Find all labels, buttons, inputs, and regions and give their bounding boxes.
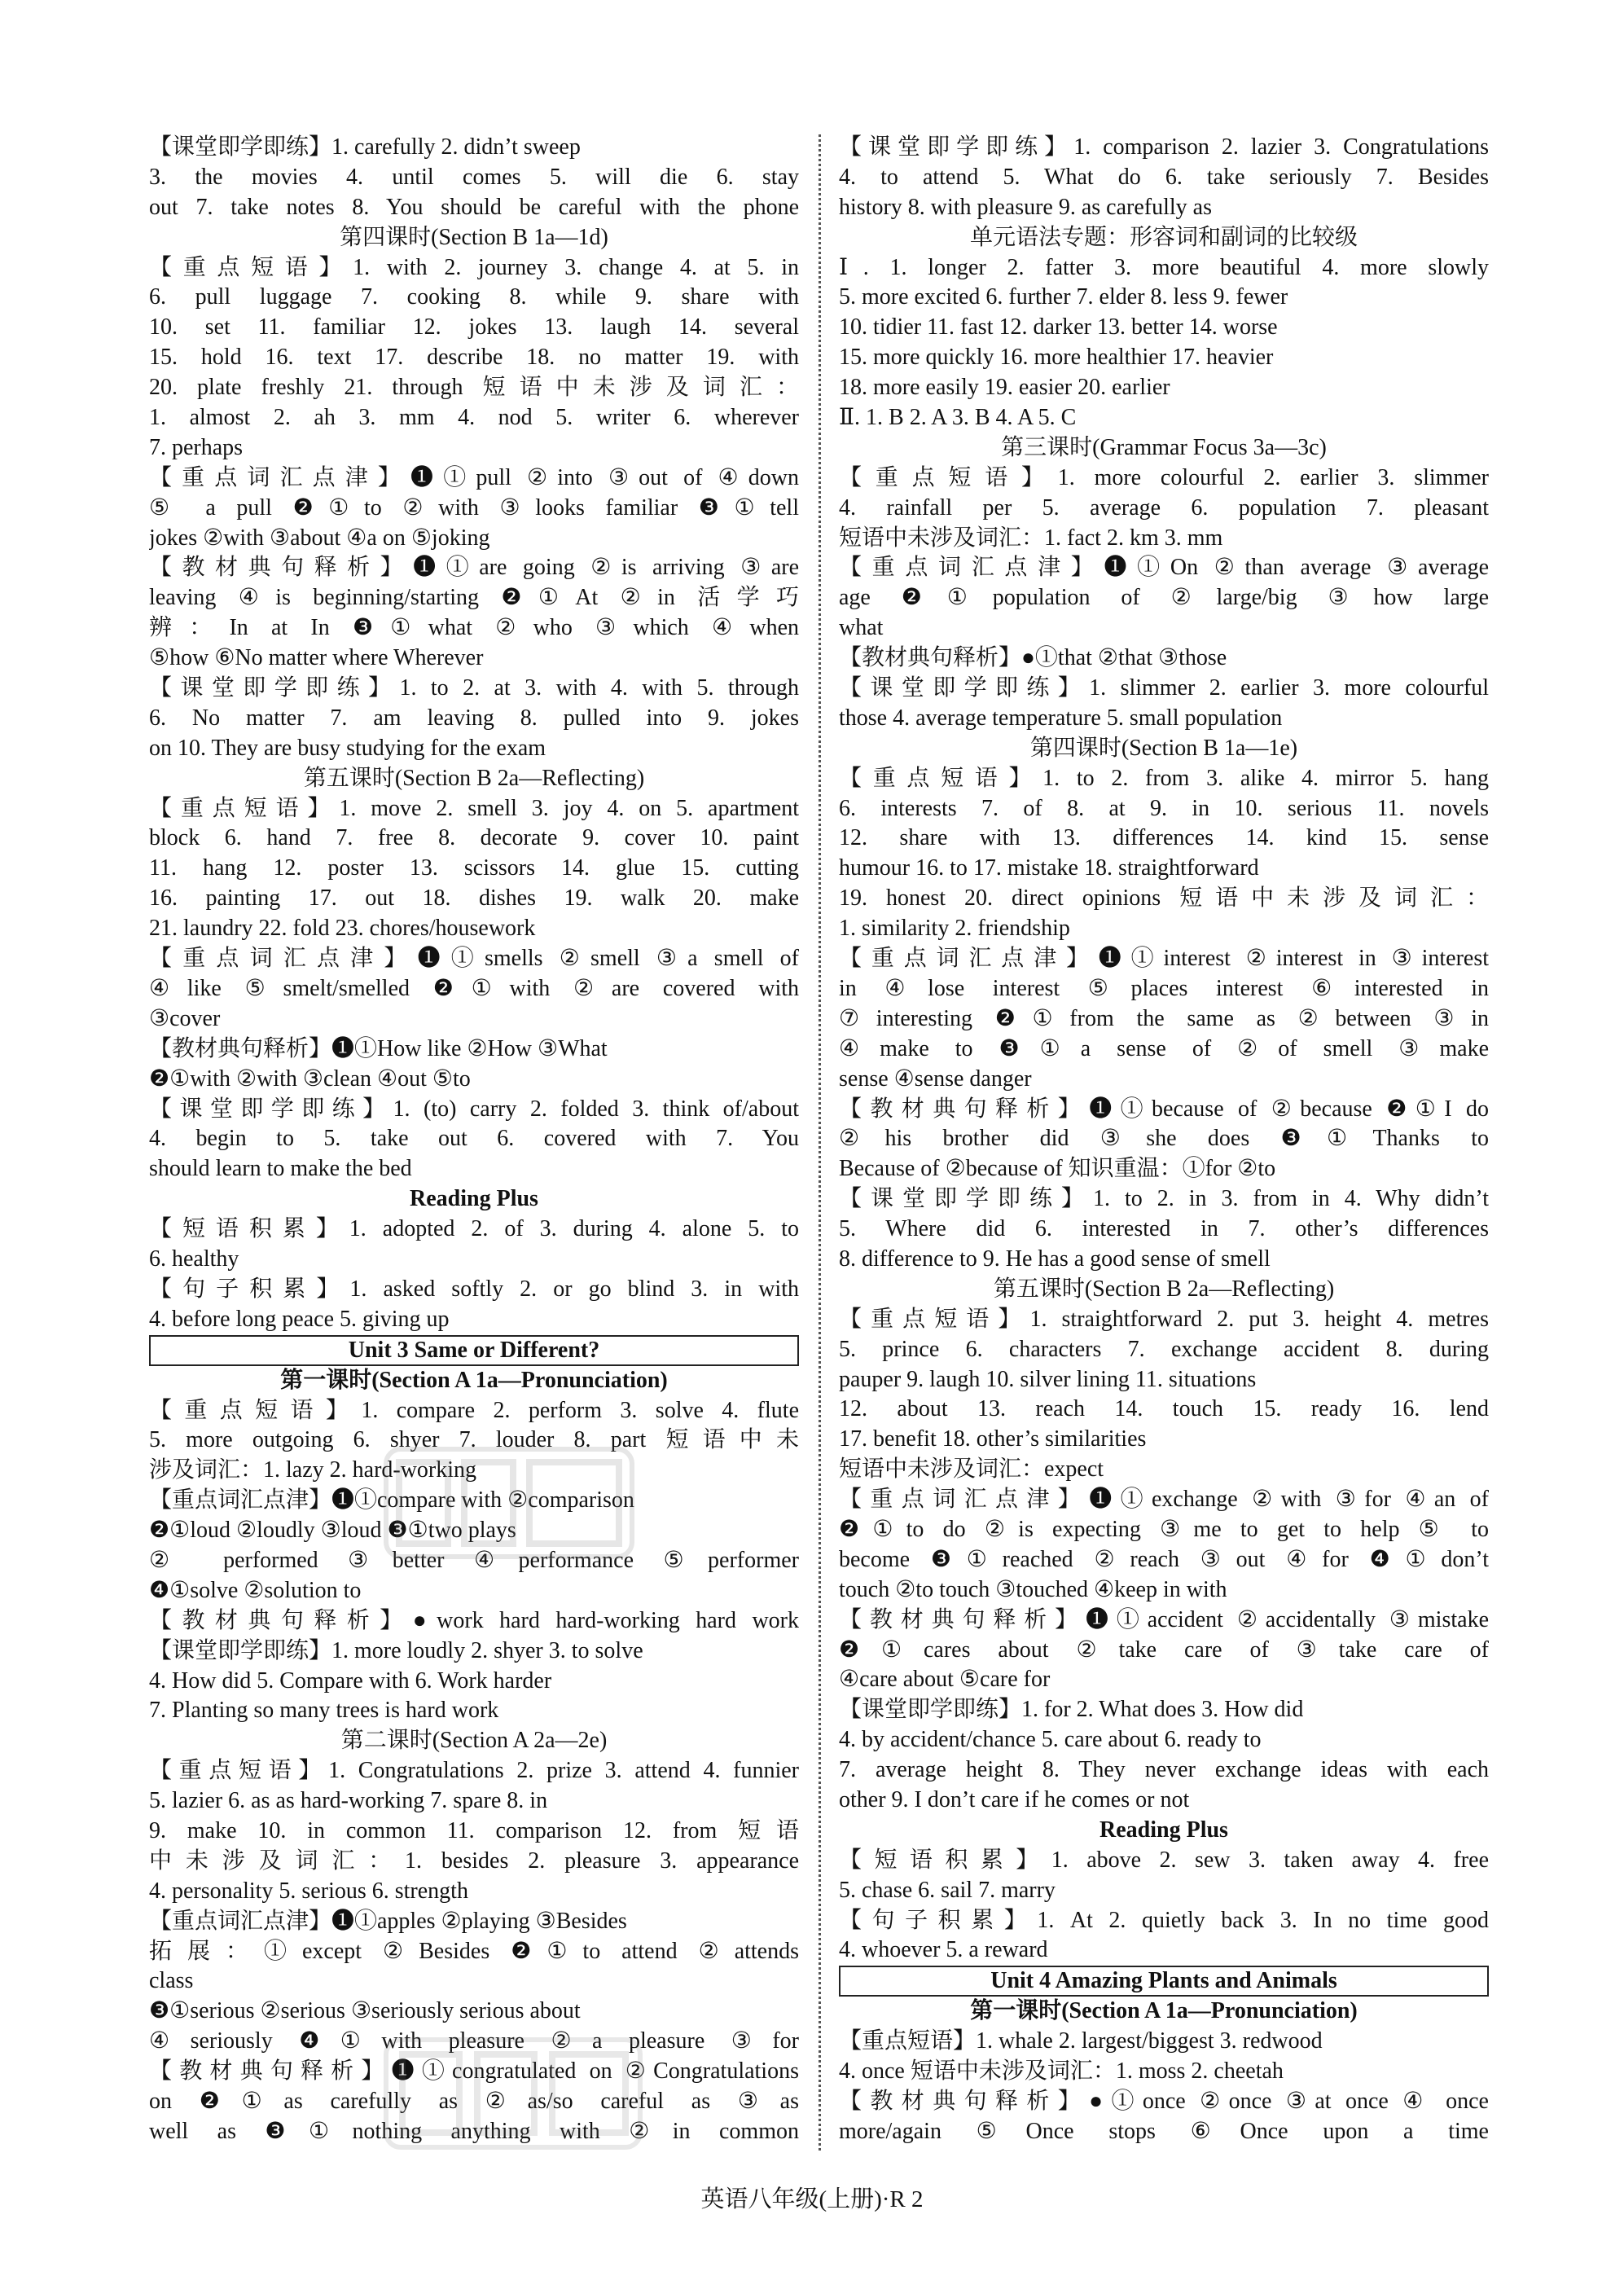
answer-line: age ❷①population of ②large/big ③how large: [839, 585, 1489, 611]
answer-line: 10. set 11. familiar 12. jokes 13. laugh 14. several: [149, 314, 799, 340]
answer-line: 7. perhaps: [149, 434, 244, 460]
answer-line: well as ❸①nothing anything with ②in common: [149, 2118, 799, 2144]
section-heading: 第二课时(Section A 2a—2e): [340, 1728, 608, 1754]
answer-line: 【重点词汇点津】❶①apples ②playing ③Besides: [149, 1908, 627, 1934]
answer-line: 4. personality 5. serious 6. strength: [149, 1878, 468, 1904]
answer-line: Because of ②because of 知识重温：①for ②to: [839, 1156, 1276, 1182]
answer-line: 19. honest 20. direct opinions 短语中未涉及词汇：: [839, 885, 1489, 912]
answer-line: pauper 9. laugh 10. silver lining 11. situations: [839, 1366, 1257, 1392]
answer-line: jokes ②with ③about ④a on ⑤joking: [149, 525, 490, 551]
answer-line: 【教材典句释析】❶①because of ②because ❷①I do: [839, 1096, 1489, 1122]
answer-line: 6. healthy: [149, 1246, 239, 1272]
answer-line: 【重点短语】1. Congratulations 2. prize 3. attend 4. funnier: [149, 1758, 799, 1784]
answer-line: 4. before long peace 5. giving up: [149, 1306, 450, 1332]
answer-line: 10. tidier 11. fast 12. darker 13. better 14. worse: [839, 314, 1278, 340]
answer-line: 【短语积累】1. above 2. sew 3. taken away 4. free: [839, 1847, 1489, 1873]
answer-line: 【教材典句释析】❶①are going ②is arriving ③are: [149, 555, 799, 581]
page-footer: 英语八年级(上册)·R 2: [700, 2186, 924, 2212]
section-heading: 第四课时(Section B 1a—1e): [1029, 735, 1298, 761]
answer-line: history 8. with pleasure 9. as carefully as: [839, 194, 1212, 220]
answer-line: 【重点词汇点津】❶①On ②than average ③average: [839, 555, 1489, 581]
answer-line: 5. more excited 6. further 7. elder 8. less 9. fewer: [839, 284, 1288, 310]
answer-line: humour 16. to 17. mistake 18. straightforward: [839, 855, 1259, 881]
answer-line: 拓展：①except ②Besides ❷①to attend ②attends: [149, 1938, 799, 1964]
answer-line: 【教材典句释析】●①once ②once ③at once ④ once: [839, 2089, 1489, 2114]
answer-line: 【重点词汇点津】❶①compare with ②comparison: [149, 1487, 634, 1514]
answer-line: 【课堂即学即练】1. carefully 2. didn’t sweep: [149, 134, 581, 160]
unit-heading: Unit 3 Same or Different?: [149, 1335, 799, 1366]
answer-line: Ⅰ. 1. longer 2. fatter 3. more beautiful 4. more slowly: [839, 254, 1489, 280]
answer-line: 4. begin to 5. take out 6. covered with 7. You: [149, 1126, 799, 1152]
answer-line: 3. the movies 4. until comes 5. will die 6. stay: [149, 164, 799, 190]
answer-line: 18. more easily 19. easier 20. earlier: [839, 375, 1170, 401]
answer-line: those 4. average temperature 5. small population: [839, 705, 1283, 731]
answer-line: in ④lose interest ⑤places interest ⑥interested in: [839, 975, 1489, 1001]
answer-line: 17. benefit 18. other’s similarities: [839, 1426, 1147, 1452]
answer-line: 4. once 短语中未涉及词汇：1. moss 2. cheetah: [839, 2058, 1284, 2085]
answer-line: 【重点短语】1. move 2. smell 3. joy 4. on 5. apartment: [149, 795, 799, 821]
section-heading: 第五课时(Section B 2a—Reflecting): [993, 1276, 1335, 1302]
answer-line: other 9. I don’t care if he comes or not: [839, 1786, 1190, 1812]
answer-line: 5. more outgoing 6. shyer 7. louder 8. part 短语中未: [149, 1427, 799, 1453]
answer-line: 5. Where did 6. interested in 7. other’s differences: [839, 1216, 1489, 1242]
answer-line: 【重点短语】1. to 2. from 3. alike 4. mirror 5. hang: [839, 765, 1489, 791]
answer-line: 【重点短语】1. more colourful 2. earlier 3. slimmer: [839, 464, 1489, 490]
answer-line: ❸①serious ②serious ③seriously serious about: [149, 1998, 581, 2024]
answer-line: 8. difference to 9. He has a good sense of smell: [839, 1246, 1271, 1272]
answer-line: 【教材典句释析】●work hard hard-working hard work: [149, 1607, 799, 1633]
answer-line: block 6. hand 7. free 8. decorate 9. cover 10. paint: [149, 825, 799, 851]
answer-line: 【句子积累】1. asked softly 2. or go blind 3. in with: [149, 1276, 799, 1302]
answer-line: 【课堂即学即练】1. (to) carry 2. folded 3. think of/about: [149, 1096, 799, 1122]
section-heading: 第三课时(Grammar Focus 3a—3c): [1001, 434, 1327, 460]
answer-line: 【重点短语】1. with 2. journey 3. change 4. at 5. in: [149, 254, 799, 280]
answer-line: ❷①loud ②loudly ③loud ❸①two plays: [149, 1518, 516, 1544]
answer-line: on ❷①as carefully as ②as/so careful as ③as: [149, 2089, 799, 2114]
answer-line: 1. similarity 2. friendship: [839, 916, 1070, 942]
answer-line: ⑤ a pull ❷①to ②with ③looks familiar ❸①tell: [149, 494, 799, 521]
answer-line: 【课堂即学即练】1. for 2. What does 3. How did: [839, 1697, 1304, 1723]
answer-line: 【重点短语】1. straightforward 2. put 3. height 4. metres: [839, 1306, 1489, 1332]
answer-line: ④like ⑤smelt/smelled ❷①with ②are covered with: [149, 975, 799, 1001]
answer-line: become ❸①reached ②reach ③out ④for ❹①don’t: [839, 1546, 1489, 1572]
answer-line: touch ②to touch ③touched ④keep in with: [839, 1576, 1227, 1602]
answer-line: 21. laundry 22. fold 23. chores/housework: [149, 916, 536, 942]
answer-line: 【短语积累】1. adopted 2. of 3. during 4. alone 5. to: [149, 1216, 799, 1242]
answer-line: 15. more quickly 16. more healthier 17. heavier: [839, 345, 1274, 371]
answer-line: 涉及词汇：1. lazy 2. hard-working: [149, 1457, 477, 1483]
answer-line: 20. plate freshly 21. through 短语中未涉及词汇：: [149, 375, 799, 401]
answer-line: ④make to ❸①a sense of ②of smell ③make: [839, 1035, 1489, 1061]
answer-line: 12. about 13. reach 14. touch 15. ready 16. lend: [839, 1396, 1489, 1422]
answer-line: ② performed ③better ④performance ⑤performer: [149, 1547, 799, 1573]
answer-line: 4. How did 5. Compare with 6. Work harder: [149, 1667, 552, 1694]
answer-line: ❹①solve ②solution to: [149, 1577, 362, 1603]
section-heading: 单元语法专题：形容词和副词的比较级: [969, 224, 1358, 250]
answer-line: ②his brother did ③she does ❸①Thanks to: [839, 1126, 1489, 1152]
left-column: [149, 133, 799, 2147]
answer-line: 6. interests 7. of 8. at 9. in 10. serious 11. novels: [839, 795, 1489, 821]
answer-line: ❷①to do ②is expecting ③me to get to help ⑤ to: [839, 1516, 1489, 1542]
answer-line: 5. lazier 6. as as hard-working 7. spare 8. in: [149, 1788, 548, 1814]
column-divider: [819, 134, 821, 2151]
answer-line: 【课堂即学即练】1. more loudly 2. shyer 3. to solve: [149, 1637, 643, 1663]
answer-line: 【教材典句释析】❶①How like ②How ③What: [149, 1035, 608, 1061]
answer-line: 【教材典句释析】❶①accident ②accidentally ③mistake: [839, 1606, 1489, 1632]
section-heading: 第四课时(Section B 1a—1d): [340, 224, 608, 250]
answer-line: 5. prince 6. characters 7. exchange accident 8. during: [839, 1336, 1489, 1362]
section-heading: Reading Plus: [410, 1186, 538, 1212]
answer-line: ④care about ⑤care for: [839, 1667, 1051, 1693]
answer-line: 9. make 10. in common 11. comparison 12. from 短语: [149, 1817, 799, 1843]
answer-line: 【课堂即学即练】1. to 2. at 3. with 4. with 5. through: [149, 675, 799, 701]
answer-line: 【课堂即学即练】1. to 2. in 3. from in 4. Why didn’t: [839, 1186, 1489, 1212]
answer-line: 6. No matter 7. am leaving 8. pulled into 9. jokes: [149, 705, 799, 731]
answer-line: 1. almost 2. ah 3. mm 4. nod 5. writer 6. wherever: [149, 405, 799, 431]
answer-line: class: [149, 1968, 194, 1994]
answer-line: ③cover: [149, 1005, 221, 1031]
answer-line: 【课堂即学即练】1. comparison 2. lazier 3. Congratulations: [839, 134, 1489, 160]
answer-line: ④seriously ❹①with pleasure ②a pleasure ③for: [149, 2028, 799, 2054]
answer-line: 【重点短语】1. whale 2. largest/biggest 3. redwood: [839, 2028, 1323, 2054]
answer-line: 短语中未涉及词汇：1. fact 2. km 3. mm: [839, 525, 1223, 551]
answer-line: 【重点词汇点津】❶①pull ②into ③out of ④down: [149, 464, 799, 490]
section-heading: 第五课时(Section B 2a—Reflecting): [303, 765, 645, 791]
answer-line: 4. by accident/chance 5. care about 6. ready to: [839, 1727, 1262, 1753]
answer-line: 【重点词汇点津】❶①interest ②interest in ③interest: [839, 946, 1489, 972]
answer-line: ⑦interesting ❷①from the same as ②between ③in: [839, 1005, 1489, 1031]
section-heading: 第一课时(Section A 1a—Pronunciation): [280, 1367, 668, 1393]
answer-line: 4. rainfall per 5. average 6. population 7. pleasant: [839, 494, 1489, 521]
answer-line: 【重点短语】1. compare 2. perform 3. solve 4. flute: [149, 1397, 799, 1423]
answer-line: 【课堂即学即练】1. slimmer 2. earlier 3. more colourful: [839, 675, 1489, 701]
answer-line: 4. whoever 5. a reward: [839, 1937, 1048, 1963]
answer-line: ❷①cares about ②take care of ③take care of: [839, 1637, 1489, 1663]
answer-line: 7. average height 8. They never exchange ideas with each: [839, 1757, 1489, 1783]
answer-line: 【句子积累】1. At 2. quietly back 3. In no time good: [839, 1907, 1489, 1933]
section-heading: 第一课时(Section A 1a—Pronunciation): [970, 1998, 1358, 2024]
answer-line: 【重点词汇点津】❶①exchange ②with ③for ④an of: [839, 1487, 1489, 1513]
right-column: [839, 133, 1489, 2147]
answer-line: 【教材典句释析】❶①congratulated on ②Congratulations: [149, 2058, 799, 2085]
answer-line: 5. chase 6. sail 7. marry: [839, 1877, 1056, 1903]
answer-line: should learn to make the bed: [149, 1156, 412, 1182]
answer-line: 【重点词汇点津】❶①smells ②smell ③a smell of: [149, 946, 799, 972]
answer-line: 11. hang 12. poster 13. scissors 14. glue 15. cutting: [149, 855, 799, 881]
answer-line: 【教材典句释析】●①that ②that ③those: [839, 645, 1227, 671]
answer-line: 6. pull luggage 7. cooking 8. while 9. share with: [149, 284, 799, 310]
unit-heading: Unit 4 Amazing Plants and Animals: [839, 1966, 1489, 1997]
answer-line: leaving ④is beginning/starting ❷①At ②in 活学巧: [149, 585, 799, 611]
answer-line: 7. Planting so many trees is hard work: [149, 1698, 499, 1724]
answer-line: out 7. take notes 8. You should be careful with the phone: [149, 194, 799, 220]
answer-line: on 10. They are busy studying for the exam: [149, 735, 546, 761]
answer-line: ⑤how ⑥No matter where Wherever: [149, 645, 484, 671]
answer-line: ❷①with ②with ③clean ④out ⑤to: [149, 1065, 471, 1092]
answer-line: sense ④sense danger: [839, 1065, 1032, 1092]
answer-line: 短语中未涉及词汇：expect: [839, 1456, 1104, 1483]
answer-line: 中未涉及词汇：1. besides 2. pleasure 3. appearance: [149, 1847, 799, 1874]
answer-line: 4. to attend 5. What do 6. take seriously 7. Besides: [839, 164, 1489, 190]
answer-line: 辨：In at In ❸①what ②who ③which ④when: [149, 615, 799, 641]
answer-line: more/again ⑤Once stops ⑥Once upon a time: [839, 2118, 1489, 2144]
answer-line: what: [839, 615, 884, 641]
answer-line: 15. hold 16. text 17. describe 18. no matter 19. with: [149, 345, 799, 371]
answer-line: 12. share with 13. differences 14. kind 15. sense: [839, 825, 1489, 851]
answer-line: 16. painting 17. out 18. dishes 19. walk 20. make: [149, 885, 799, 912]
section-heading: Reading Plus: [1099, 1817, 1228, 1843]
answer-line: Ⅱ. 1. B 2. A 3. B 4. A 5. C: [839, 405, 1077, 431]
